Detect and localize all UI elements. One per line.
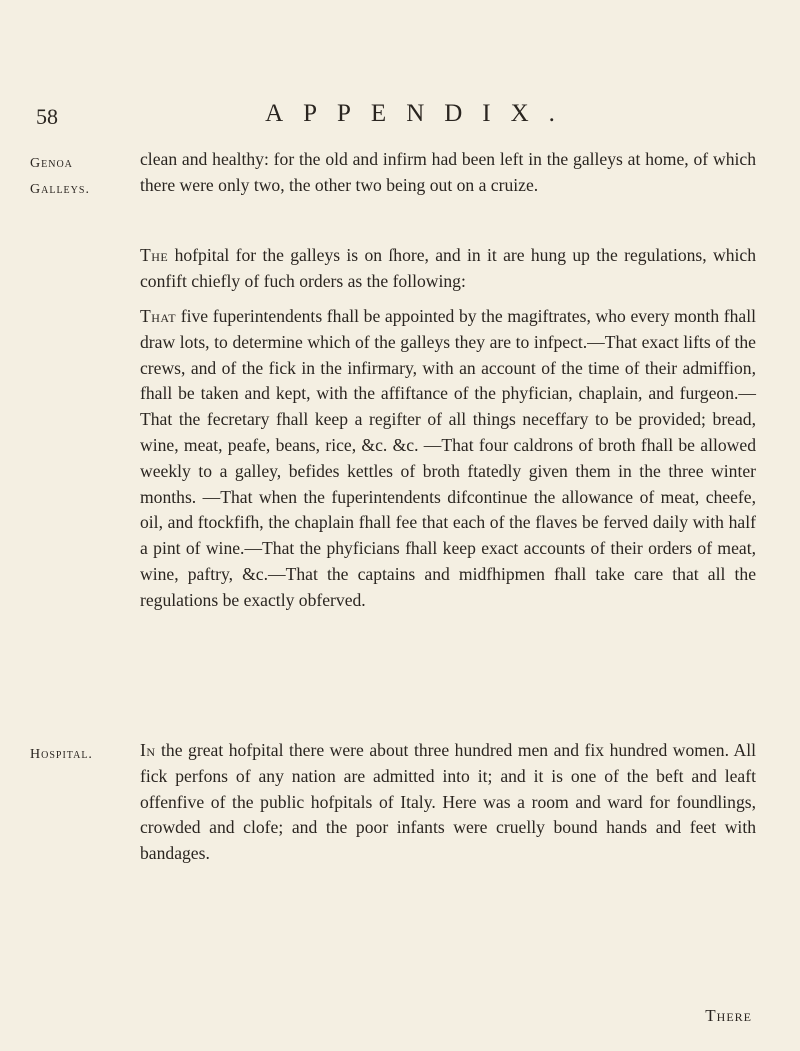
paragraph-text: five fuperintendents fhall be appointed by the magiftrates, who every month fhall draw lots, to determine which of the galleys they are to infpect.—That exact lifts of the crews, and of the fick in the infirmary, with an account of the time of their admiffion, fhall be taken and kept, with the affiftance of the phyfician, chaplain, and furgeon.—That the fecretary fhall keep a regifter of all things neceffary to be provided; bread, wine, meat, peafe, beans, rice, &c. &c. —That four caldrons of broth fhall be allowed weekly to a galley, befides kettles of broth ftatedly given them in the three winter months. —That when the fuperintendents difcontinue the allowance of meat, cheefe, oil, and ftockfifh, the chaplain fhall fee that each of the flaves be ferved daily with half a pint of wine.—That the phyficians fhall keep exact accounts of their orders of meat, wine, paftry, &c.—That the captains and midfhipmen fhall take care that all the regulations be exactly obferved. (140, 306, 756, 610)
paragraph-2 (140, 243, 756, 295)
paragraph-4 (140, 738, 756, 867)
margin-note-hospital: Hospital. (30, 747, 93, 762)
catchword: There (705, 1006, 752, 1025)
margin-note-genoa-galleys (30, 151, 90, 203)
paragraph-3 (140, 304, 756, 614)
paragraph-1: clean and healthy: for the old and infirm had been left in the galleys at home, of which there were only two, the other two being out on a cruize. (140, 149, 756, 195)
margin-note-line: Galleys. (30, 182, 90, 197)
paragraph-text: hofpital for the galleys is on ſhore, and in it are hung up the regulations, which confift chiefly of fuch orders as the following: (140, 245, 756, 291)
paragraph-text: the great hofpital there were about three hundred men and fix hundred women. All fick perfons of any nation are admitted into it; and it is one of the beft and leaft offenfive of the public hofpitals of Italy. Here was a room and ward for foundlings, crowded and clofe; and the poor infants were cruelly bound hands and feet with bandages. (140, 740, 756, 864)
paragraph-lead: In (140, 740, 156, 760)
page-number: 58 (36, 104, 58, 129)
paragraph-lead: That (140, 306, 177, 326)
paragraph-lead: The (140, 245, 169, 265)
margin-note-line: Genoa (30, 156, 73, 171)
running-head: APPENDIX. (265, 100, 575, 127)
